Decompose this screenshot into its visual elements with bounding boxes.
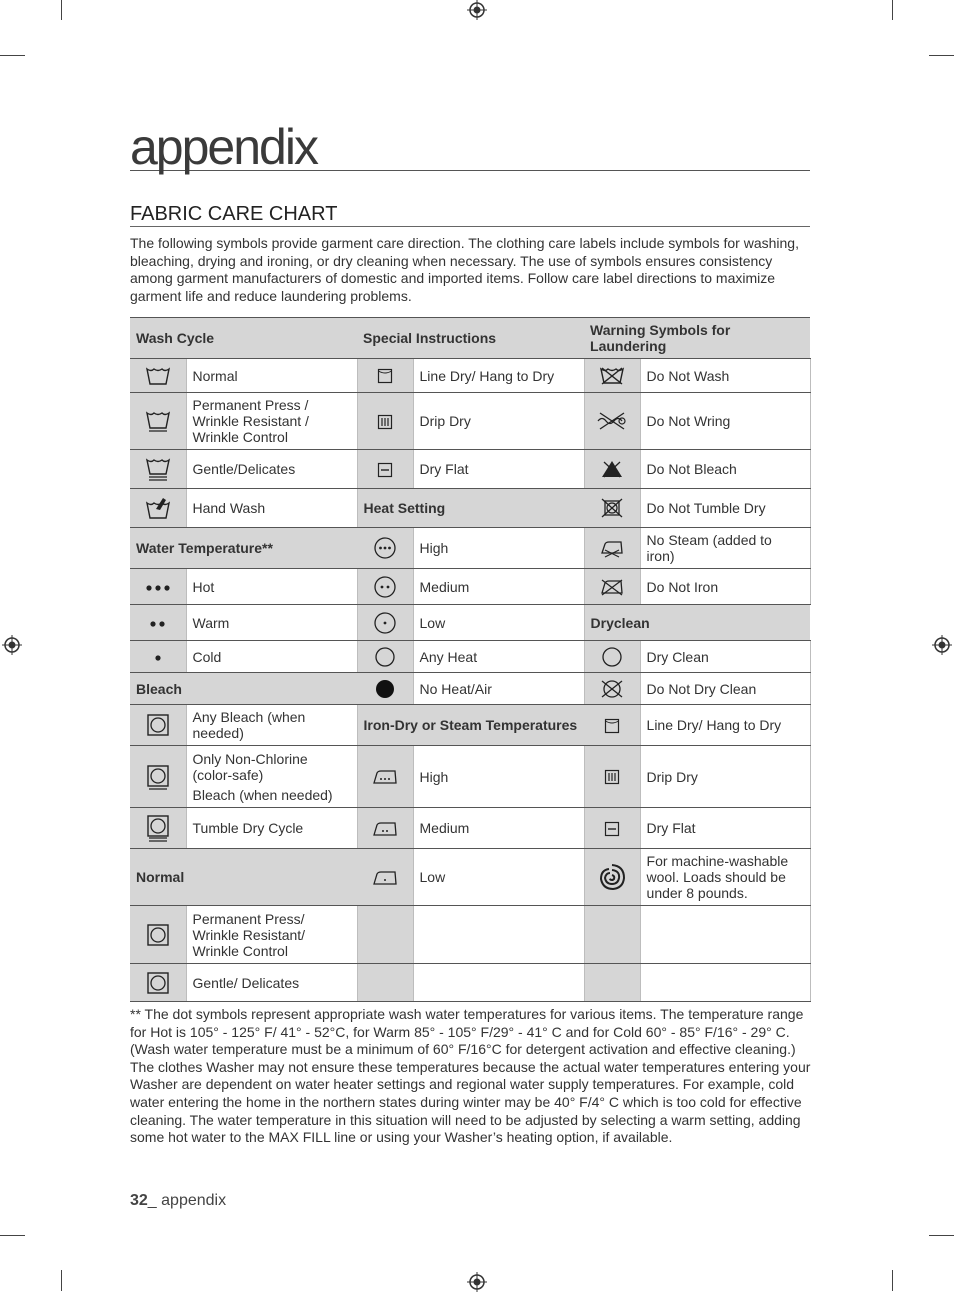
dry-flat-icon [357, 450, 413, 489]
column-header-warning-symbols: Warning Symbols for Laundering [584, 318, 810, 359]
do-not-wring-icon [584, 393, 640, 450]
dryclean-label: Dry Flat [640, 808, 810, 849]
iron-temperature-label: High [413, 746, 584, 808]
warning-symbol-label: Do Not Tumble Dry [640, 489, 810, 528]
heat-setting-label: Medium [413, 569, 584, 605]
subheader-normal: Normal [130, 849, 357, 906]
normal-permanent-press-icon [130, 906, 186, 964]
subheader-iron-dry-steam: Iron-Dry or Steam Temperatures [357, 705, 584, 746]
empty-cell [413, 964, 584, 1002]
do-not-bleach-icon [584, 450, 640, 489]
dryclean-label: Line Dry/ Hang to Dry [640, 705, 810, 746]
water-temperature-label: Cold [186, 641, 357, 673]
page-footer [130, 1192, 226, 1210]
temperature-cold-dot-icon [130, 641, 186, 673]
line-dry-icon [584, 705, 640, 746]
heat-setting-label: High [413, 528, 584, 569]
crop-mark [892, 0, 893, 20]
crop-mark [929, 1235, 954, 1236]
chapter-title: appendix [130, 119, 317, 175]
crop-mark [0, 1235, 25, 1236]
bleach-label: Any Bleach (when needed) [186, 705, 357, 746]
registration-mark-icon [2, 635, 22, 655]
normal-cycle-label: Permanent Press/ Wrinkle Resistant/ Wrinkle Control [186, 906, 357, 964]
iron-low-icon [357, 849, 413, 906]
warning-symbol-label: Do Not Iron [640, 569, 810, 605]
crop-mark [929, 55, 954, 56]
heat-any-icon [357, 641, 413, 673]
do-not-wash-icon [584, 359, 640, 393]
page-footer-label: appendix [161, 1192, 227, 1209]
warning-symbol-label: Do Not Wash [640, 359, 810, 393]
intro-paragraph: The following symbols provide garment care direction. The clothing care labels include symbols for washing, bleaching, drying and ironing, or dry cleaning when necessary. The use of symbols ensures consistency among garment manufacturers of domestic and imported items. Follow care label directions to maximize garment life and reduce laundering problems. [130, 235, 799, 304]
no-steam-icon [584, 528, 640, 569]
iron-temperature-label: Low [413, 849, 584, 906]
heat-medium-icon [357, 569, 413, 605]
temperature-hot-dots-icon [130, 569, 186, 605]
dryclean-label: Drip Dry [640, 746, 810, 808]
empty-icon-cell [584, 964, 640, 1002]
wash-tub-gentle-icon [130, 450, 186, 489]
do-not-tumble-dry-icon [584, 489, 640, 528]
subheader-dryclean: Dryclean [584, 605, 810, 641]
temperature-warm-dots-icon [130, 605, 186, 641]
heat-setting-label: Low [413, 605, 584, 641]
crop-mark [61, 1270, 62, 1291]
column-header-wash-cycle: Wash Cycle [130, 318, 357, 359]
heat-low-icon [357, 605, 413, 641]
registration-mark-icon [467, 1272, 487, 1292]
normal-cycle-label: Gentle/ Delicates [186, 964, 357, 1002]
warning-symbol-label: Do Not Wring [640, 393, 810, 450]
wool-mark-icon [584, 849, 640, 906]
normal-gentle-icon [130, 964, 186, 1002]
no-heat-air-icon [357, 673, 413, 705]
subheader-water-temperature: Water Temperature** [130, 528, 357, 569]
subheader-bleach: Bleach [130, 673, 357, 705]
empty-cell [640, 964, 810, 1002]
footnote: ** The dot symbols represent appropriate wash water temperatures for various items. The temperature range for Hot is 105° - 125° F/ 41° - 52°C, for Warm 85° - 105° F/29° - 41° C and for Cold 60° - 85° F/16° - 29° C. (Wash water temperature must be a minimum of 60° F/16°C for detergent activation and effective cleaning.) The clothes Washer may not ensure these temperatures because the actual water temperatures entering your Washer are dependent on water heater settings and regional water supply temperatures. For example, cold water entering the home in the northern states during winter may be 40° F/4° C which is too cold for effective cleaning. The water temperature in this situation will need to be adjusted by selecting a warm setting, adding some hot water to the MAX FILL line or using your Washer’s heating option, if available. [130, 1006, 811, 1146]
wash-tub-normal-icon [130, 359, 186, 393]
any-bleach-icon [130, 705, 186, 746]
wash-tub-permanent-press-icon [130, 393, 186, 450]
non-chlorine-bleach-icon [130, 746, 186, 808]
registration-mark-icon [932, 635, 952, 655]
iron-medium-icon [357, 808, 413, 849]
subheader-heat-setting: Heat Setting [357, 489, 584, 528]
dry-flat-icon [584, 808, 640, 849]
page-footer-separator: _ [147, 1192, 157, 1209]
line-dry-icon [357, 359, 413, 393]
chapter-header [130, 118, 810, 175]
drip-dry-icon [584, 746, 640, 808]
dryclean-label: Dry Clean [640, 641, 810, 673]
do-not-dry-clean-icon [584, 673, 640, 705]
do-not-iron-icon [584, 569, 640, 605]
crop-mark [0, 55, 25, 56]
empty-cell [413, 906, 584, 964]
special-instruction-label: Line Dry/ Hang to Dry [413, 359, 584, 393]
wash-cycle-label: Normal [186, 359, 357, 393]
wash-cycle-label: Gentle/Delicates [186, 450, 357, 489]
dryclean-label: Do Not Dry Clean [640, 673, 810, 705]
registration-mark-icon [467, 0, 487, 20]
empty-icon-cell [357, 964, 413, 1002]
wash-cycle-label: Permanent Press / Wrinkle Resistant / Wrinkle Control [186, 393, 357, 450]
water-temperature-label: Hot [186, 569, 357, 605]
crop-mark [61, 0, 62, 20]
dry-clean-icon [584, 641, 640, 673]
tumble-dry-icon [130, 808, 186, 849]
special-instruction-label: Drip Dry [413, 393, 584, 450]
column-header-special-instructions: Special Instructions [357, 318, 584, 359]
special-instruction-label: Dry Flat [413, 450, 584, 489]
bleach-label: Tumble Dry Cycle [186, 808, 357, 849]
iron-temperature-label: Medium [413, 808, 584, 849]
page-number: 32 [130, 1192, 148, 1209]
warning-symbol-label: No Steam (added to iron) [640, 528, 810, 569]
water-temperature-label: Warm [186, 605, 357, 641]
section-title: FABRIC CARE CHART [130, 203, 810, 227]
empty-icon-cell [584, 906, 640, 964]
wash-cycle-label: Hand Wash [186, 489, 357, 528]
fabric-care-table [130, 317, 811, 1002]
heat-high-icon [357, 528, 413, 569]
heat-setting-label: Any Heat [413, 641, 584, 673]
hand-wash-icon [130, 489, 186, 528]
dryclean-label: For machine-washable wool. Loads should be under 8 pounds. [640, 849, 810, 906]
heat-setting-label: No Heat/Air [413, 673, 584, 705]
warning-symbol-label: Do Not Bleach [640, 450, 810, 489]
empty-icon-cell [357, 906, 413, 964]
drip-dry-icon [357, 393, 413, 450]
crop-mark [892, 1270, 893, 1291]
bleach-label: Only Non-Chlorine (color-safe) Bleach (when needed) [186, 746, 357, 808]
empty-cell [640, 906, 810, 964]
iron-high-icon [357, 746, 413, 808]
